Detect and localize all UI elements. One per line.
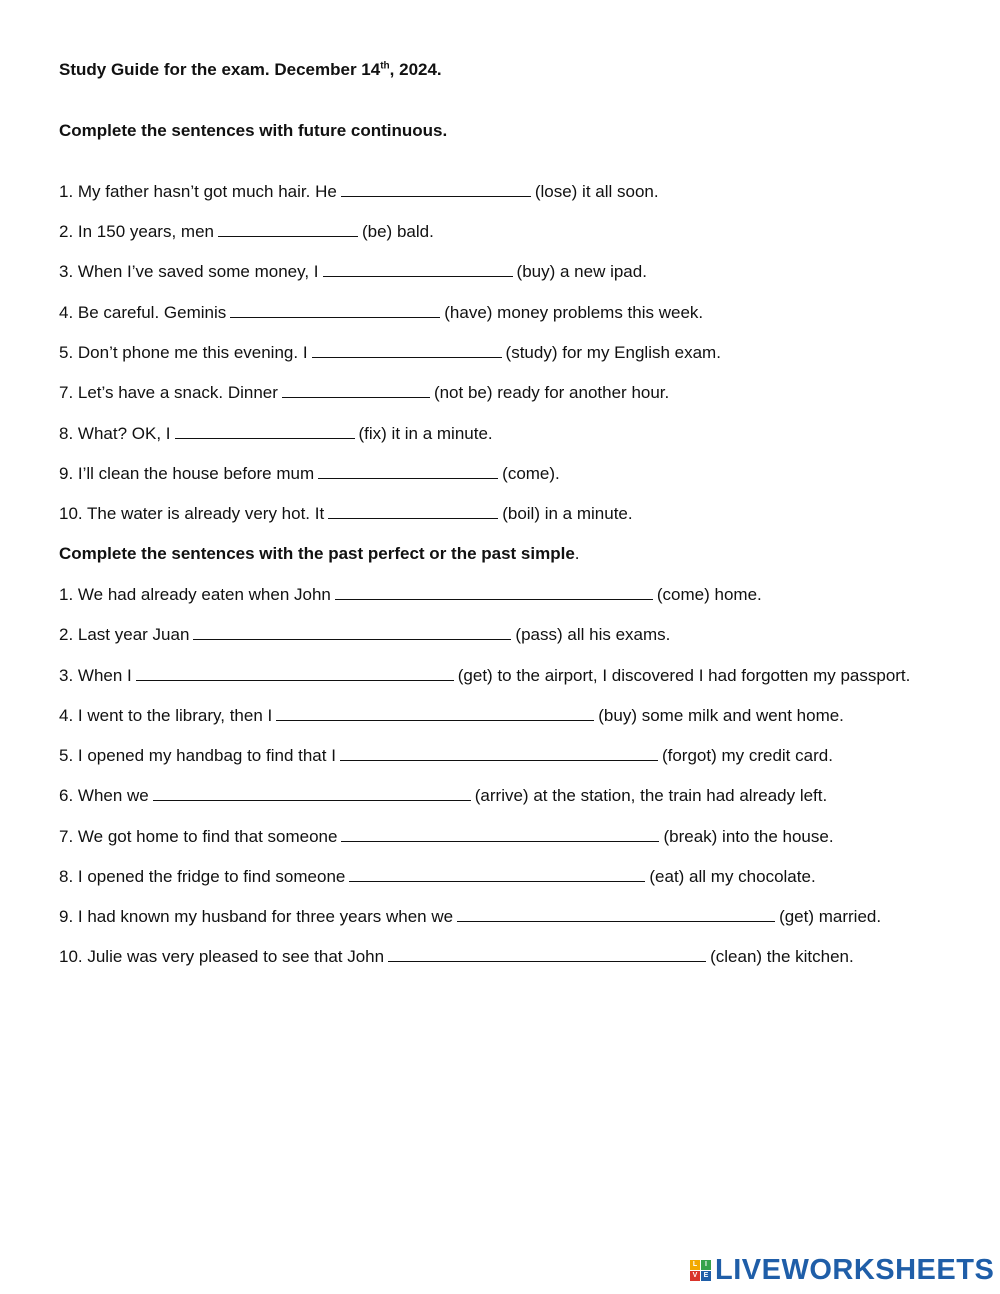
logo-text: LIVEWORKSHEETS [715,1253,995,1286]
exercise-item: 9. I had known my husband for three years when we (get) married. [59,907,882,926]
answer-blank[interactable] [282,383,430,398]
exercise-item: 3. When I’ve saved some money, I (buy) a new ipad. [59,262,647,281]
exercise-item: 1. We had already eaten when John (come) home. [59,585,762,604]
exercise-item: 6. When we (arrive) at the station, the train had already left. [59,786,828,805]
logo-tile: L [690,1260,700,1270]
logo-mark-icon [690,1260,711,1281]
logo-tile: E [701,1271,711,1281]
answer-blank[interactable] [457,907,775,922]
page-title: Study Guide for the exam. December 14th, 2024. [59,60,442,79]
section-2-heading: Complete the sentences with the past perfect or the past simple. [59,544,580,563]
answer-blank[interactable] [349,867,645,882]
exercise-item: 5. Don’t phone me this evening. I (study) for my English exam. [59,343,721,362]
exercise-item: 3. When I (get) to the airport, I discovered I had forgotten my passport. [59,666,911,685]
exercise-item: 8. What? OK, I (fix) it in a minute. [59,424,493,443]
answer-blank[interactable] [276,706,594,721]
answer-blank[interactable] [341,827,659,842]
exercise-item: 7. Let’s have a snack. Dinner (not be) ready for another hour. [59,383,670,402]
answer-blank[interactable] [230,303,440,318]
answer-blank[interactable] [218,222,358,237]
exercise-item: 4. Be careful. Geminis (have) money problems this week. [59,303,704,322]
section-1-heading: Complete the sentences with future continuous. [59,121,448,140]
logo-tile: V [690,1271,700,1281]
exercise-item: 4. I went to the library, then I (buy) some milk and went home. [59,706,844,725]
answer-blank[interactable] [153,786,471,801]
answer-blank[interactable] [175,424,355,439]
liveworksheets-logo[interactable] [690,1255,994,1285]
answer-blank[interactable] [328,504,498,519]
exercise-item: 2. In 150 years, men (be) bald. [59,222,434,241]
answer-blank[interactable] [318,464,498,479]
answer-blank[interactable] [341,182,531,197]
answer-blank[interactable] [193,625,511,640]
exercise-item: 5. I opened my handbag to find that I (forgot) my credit card. [59,746,833,765]
answer-blank[interactable] [136,666,454,681]
exercise-item: 2. Last year Juan (pass) all his exams. [59,625,671,644]
answer-blank[interactable] [340,746,658,761]
answer-blank[interactable] [335,585,653,600]
exercise-item: 10. Julie was very pleased to see that John (clean) the kitchen. [59,947,854,966]
exercise-item: 9. I’ll clean the house before mum (come). [59,464,560,483]
answer-blank[interactable] [323,262,513,277]
answer-blank[interactable] [312,343,502,358]
answer-blank[interactable] [388,947,706,962]
exercise-item: 7. We got home to find that someone (break) into the house. [59,827,834,846]
exercise-item: 10. The water is already very hot. It (boil) in a minute. [59,504,633,523]
exercise-item: 1. My father hasn’t got much hair. He (lose) it all soon. [59,182,659,201]
exercise-item: 8. I opened the fridge to find someone (eat) all my chocolate. [59,867,816,886]
logo-tile: I [701,1260,711,1270]
